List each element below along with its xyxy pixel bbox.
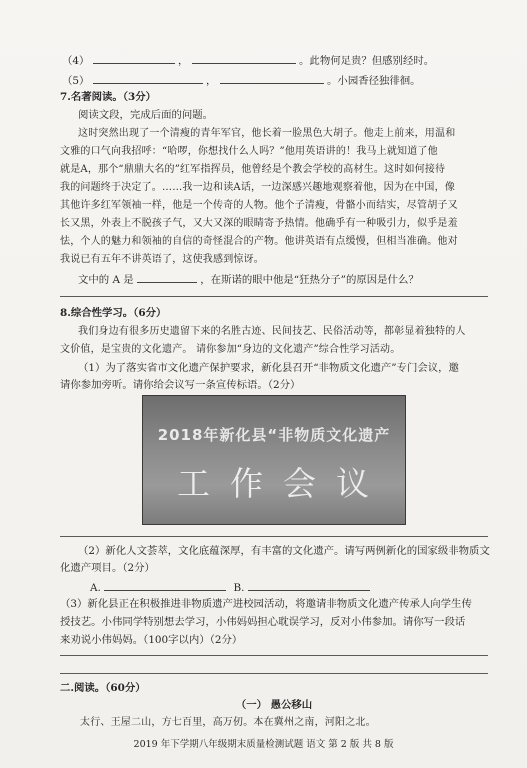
item-number: （5） [62,75,90,87]
q8-sub2-line: （2）新化人文荟萃，文化底蕴深厚，有丰富的文化遗产。请写两例新化的国家级非物质文 [78,545,490,557]
answer-blank[interactable] [93,72,203,84]
q7-passage-line: 长又黑，外表上不脱孩子气，又大又深的眼睛寄予热情。他确乎有一种吸引力，似乎是羞 [60,218,458,229]
separator: ， [178,55,189,67]
answer-line[interactable] [60,655,488,656]
q8-sub1-line: 请你参加旁听。请你给会议写一条宣传标语。（2分） [60,379,301,391]
q7-passage-line: 就是A，那个“鼎鼎大名的”红军指挥员，他曾经是个教会学校的高材生。这时如何接待 [60,164,446,175]
answer-line[interactable] [60,536,488,537]
poem-line: 。此物何足贵？但感别经时。 [299,55,435,67]
passage-first-line: 太行、王屋二山，方七百里，高万仞。本在冀州之南，河阳之北。 [80,717,376,728]
part2-title: 二.阅读。（60分） [60,682,146,694]
item-number: （4） [62,55,90,67]
answer-blank[interactable] [220,72,324,84]
q7-passage-line: 我的问题终于决定了。……我一边和读A话，一边深感兴趣地观察着他，因为在中国，像 [60,182,456,193]
answer-blank[interactable] [192,52,296,64]
q6-item4 [62,52,434,68]
q7-title: 7.名著阅读。（3分） [60,91,157,103]
poem-line: 。小园香径独徘徊。 [327,75,421,87]
q7-passage-line: 文雅的口气向我招呼：“哈啰，你想找什么人吗？”他用英语讲的！我马上就知道了他 [60,146,438,157]
q7-question [78,271,419,287]
q8-sub3-line: （3）新化县正在积极推进非物质遗产进校园活动，将邀请非物质文化遗产传承人向学生传 [60,598,472,610]
answer-line[interactable] [60,296,488,297]
page-footer: 2019 年下学期八年级期末质量检测试题 语文 第 2 版 共 8 版 [133,739,394,750]
q7-passage-line: 其他许多红军领袖一样，他是一个传奇的人物。他个子清瘦，骨骼小而结实，尽管胡子又 [60,200,458,211]
option-a-label: A. [90,582,101,594]
answer-blank[interactable] [104,579,226,591]
q8-intro-line: 我们身边有很多历史遗留下来的名胜古迹、民间技艺、民俗活动等，都彰显着独特的人 [78,326,466,337]
q8-sub3-line: 授技艺。小伟同学特别想去学习，小伟妈妈担心耽误学习，反对小伟参加。请你写一段话 [60,616,466,628]
separator: ， [206,75,217,87]
option-b-label: B. [233,582,245,594]
question-text: ，在斯诺的眼中他是“狂热分子”的原因是什么？ [200,274,419,286]
answer-blank[interactable] [93,52,175,64]
q8-sub1-line: （1）为了落实省市文化遗产保护要求，新化县召开“非物质文化遗产”专门会议，邀 [78,362,459,374]
section-title: （一） 愚公移山 [235,699,313,711]
q7-passage-line: 我说已有五年不讲英语了，这使我感到惊讶。 [60,254,264,265]
q8-sub3-line: 来劝说小伟妈妈。（100字以内）（2分） [60,634,243,646]
banner-title: 2018年新化县“非物质文化遗产 [157,426,391,444]
q7-passage-line: 怯，个人的魅力和领袖的自信的奇怪混合的产物。他讲英语有点缓慢，但相当准确。他对 [60,236,458,247]
answer-blank[interactable] [137,271,197,283]
q6-item5 [62,72,421,88]
answer-line[interactable] [60,673,488,674]
q8-intro-line: 文价值，是宝贵的文化遗产。 请你参加“身边的文化遗产”综合性学习活动。 [60,344,401,355]
banner-main-text: 工作会议 [177,464,389,503]
q7-instruction: 阅读文段，完成后面的问题。 [78,109,214,121]
question-text: 文中的 A 是 [78,274,134,286]
q8-options [90,579,370,595]
q8-title: 8.综合性学习。（6分） [60,307,167,319]
answer-blank[interactable] [248,579,370,591]
q8-sub2-line: 化遗产项目。（2分） [60,562,155,574]
q7-passage-line: 这时突然出现了一个清瘦的青年军官，他长着一脸黑色大胡子。他走上前来，用温和 [78,128,456,139]
conference-banner-photo [142,395,406,525]
